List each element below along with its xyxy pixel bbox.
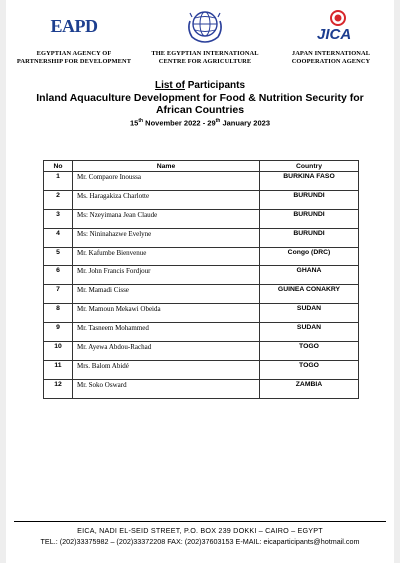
participants-table (43, 160, 359, 399)
cell-no: 3 (44, 209, 73, 228)
table-row (44, 285, 359, 304)
cell-name: Ms. Haragakiza Charlotte (73, 190, 260, 209)
list-title-part2: Participants (187, 80, 246, 91)
table-row (44, 379, 359, 398)
cell-country: SUDAN (260, 304, 359, 323)
table-row (44, 266, 359, 285)
cell-name: Mr. Kafumbe Bienvenue (73, 247, 260, 266)
course-title-line1: Inland Aquaculture Development for Food & Nutrition Security for (36, 92, 364, 104)
jica-name-line1: JAPAN INTERNATIONAL (291, 50, 371, 57)
footer-divider (14, 521, 386, 522)
footer-address: EICA, NADI EL-SEID STREET, P.O. BOX 239 DOKKI – CAIRO – EGYPT (77, 526, 323, 535)
table-header-row (44, 161, 359, 172)
cell-no: 12 (44, 379, 73, 398)
cell-no: 1 (44, 172, 73, 191)
cell-country: BURUNDI (260, 209, 359, 228)
table-row (44, 247, 359, 266)
cell-country: Congo (DRC) (260, 247, 359, 266)
table-row (44, 209, 359, 228)
eica-header (144, 6, 266, 66)
cell-name: Mrs. Balom Abidé (73, 360, 260, 379)
jica-header (276, 6, 386, 66)
eica-name-line1: THE EGYPTIAN INTERNATIONAL (151, 50, 259, 57)
table-row (44, 172, 359, 191)
cell-country: BURUNDI (260, 190, 359, 209)
jica-logo-text: JICA (317, 26, 351, 43)
title-block (6, 80, 394, 128)
jica-org-name (276, 50, 386, 66)
cell-no: 11 (44, 360, 73, 379)
cell-country: TOGO (260, 360, 359, 379)
cell-name: Mr. Mamadi Cisse (73, 285, 260, 304)
cell-country: GUINEA CONAKRY (260, 285, 359, 304)
eapd-logo-text: EAPD (50, 16, 98, 36)
cell-no: 5 (44, 247, 73, 266)
eapd-logo (14, 6, 134, 46)
date-end-sup: th (215, 118, 221, 124)
eica-logo (144, 6, 266, 46)
date-start-day: 15 (129, 118, 139, 128)
eica-org-name (144, 50, 266, 66)
table-row (44, 360, 359, 379)
table-row (44, 342, 359, 361)
cell-country: ZAMBIA (260, 379, 359, 398)
header-name: Name (73, 161, 260, 172)
cell-name: Ms: Nininahazwe Evelyne (73, 228, 260, 247)
table-row (44, 228, 359, 247)
course-dates (6, 118, 394, 128)
cell-country: SUDAN (260, 323, 359, 342)
cell-country: GHANA (260, 266, 359, 285)
header-country: Country (260, 161, 359, 172)
cell-name: Mr. Soko Osward (73, 379, 260, 398)
cell-name: Mr. Mamoun Mekawi Obeida (73, 304, 260, 323)
list-title-part1: List of (154, 80, 185, 91)
jica-logo-icon (311, 8, 351, 44)
table-row (44, 323, 359, 342)
document-page (6, 0, 394, 563)
cell-country: BURKINA FASO (260, 172, 359, 191)
page-margin-right (394, 0, 400, 563)
eapd-header (14, 6, 134, 66)
course-title-line2: African Countries (155, 104, 245, 116)
cell-name: Mr. Tasneem Mohammed (73, 323, 260, 342)
eapd-name-line2: PARTNERSHIP FOR DEVELOPMENT (16, 58, 132, 65)
table-row (44, 304, 359, 323)
cell-name: Ms: Nzeyimana Jean Claude (73, 209, 260, 228)
cell-country: TOGO (260, 342, 359, 361)
cell-no: 6 (44, 266, 73, 285)
table-row (44, 190, 359, 209)
jica-name-line2: COOPERATION AGENCY (291, 58, 371, 65)
jica-logo (276, 6, 386, 46)
cell-name: Mr. Ayewa Abdou-Rachad (73, 342, 260, 361)
cell-name: Mr. John Francis Fordjour (73, 266, 260, 285)
header-no: No (44, 161, 73, 172)
cell-no: 8 (44, 304, 73, 323)
cell-no: 4 (44, 228, 73, 247)
eica-globe-icon (186, 7, 224, 45)
date-start-sup: th (138, 118, 144, 124)
date-end-rest: January 2023 (222, 118, 270, 128)
eapd-name-line1: EGYPTIAN AGENCY OF (36, 50, 112, 57)
cell-no: 2 (44, 190, 73, 209)
cell-country: BURUNDI (260, 228, 359, 247)
eica-name-line2: CENTRE FOR AGRICULTURE (158, 58, 252, 65)
cell-no: 7 (44, 285, 73, 304)
date-start-rest: November 2022 - 29 (145, 118, 216, 128)
cell-name: Mr. Compaore Inoussa (73, 172, 260, 191)
course-title (6, 92, 394, 116)
eapd-org-name (14, 50, 134, 66)
cell-no: 10 (44, 342, 73, 361)
list-title (6, 80, 394, 91)
footer-contact: TEL.: (202)33375982 – (202)33372208 FAX: (202)37603153 E-MAIL: eicaparticipants@hotmail.com (40, 537, 360, 546)
cell-no: 9 (44, 323, 73, 342)
